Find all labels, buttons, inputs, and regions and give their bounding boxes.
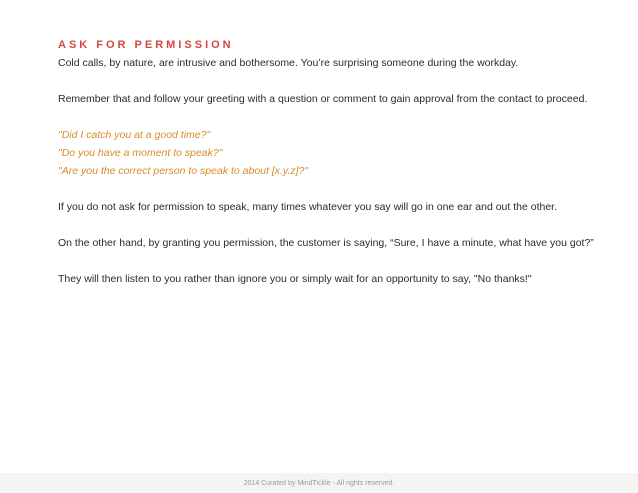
example-quote-3: "Are you the correct person to speak to about [x.y.z]?"	[58, 165, 309, 177]
granting-paragraph: On the other hand, by granting you permission, the customer is saying, “Sure, I have a minute, what have you got?”	[58, 237, 594, 249]
slide-content	[58, 38, 598, 288]
greeting-paragraph: Remember that and follow your greeting with a question or comment to gain approval from the contact to proceed.	[58, 93, 588, 105]
section-heading: ASK FOR PERMISSION	[58, 39, 234, 51]
spacer	[58, 216, 598, 234]
example-quote-2: "Do you have a moment to speak?"	[58, 147, 223, 159]
permission-paragraph: If you do not ask for permission to speak, many times whatever you say will go in one ear and out the other.	[58, 201, 558, 213]
spacer	[58, 180, 598, 198]
example-quote-1: "Did I catch you at a good time?"	[58, 129, 211, 141]
spacer	[58, 252, 598, 270]
copyright-text: 2014 Curated by MindTickle - All rights reserved.	[243, 479, 395, 487]
listen-paragraph: They will then listen to you rather than ignore you or simply wait for an opportunity to say, "No thanks!"	[58, 273, 532, 285]
intro-paragraph: Cold calls, by nature, are intrusive and bothersome. You’re surprising someone during the workday.	[58, 57, 519, 69]
spacer	[58, 108, 598, 126]
footer-bar	[0, 473, 638, 493]
spacer	[58, 72, 598, 90]
